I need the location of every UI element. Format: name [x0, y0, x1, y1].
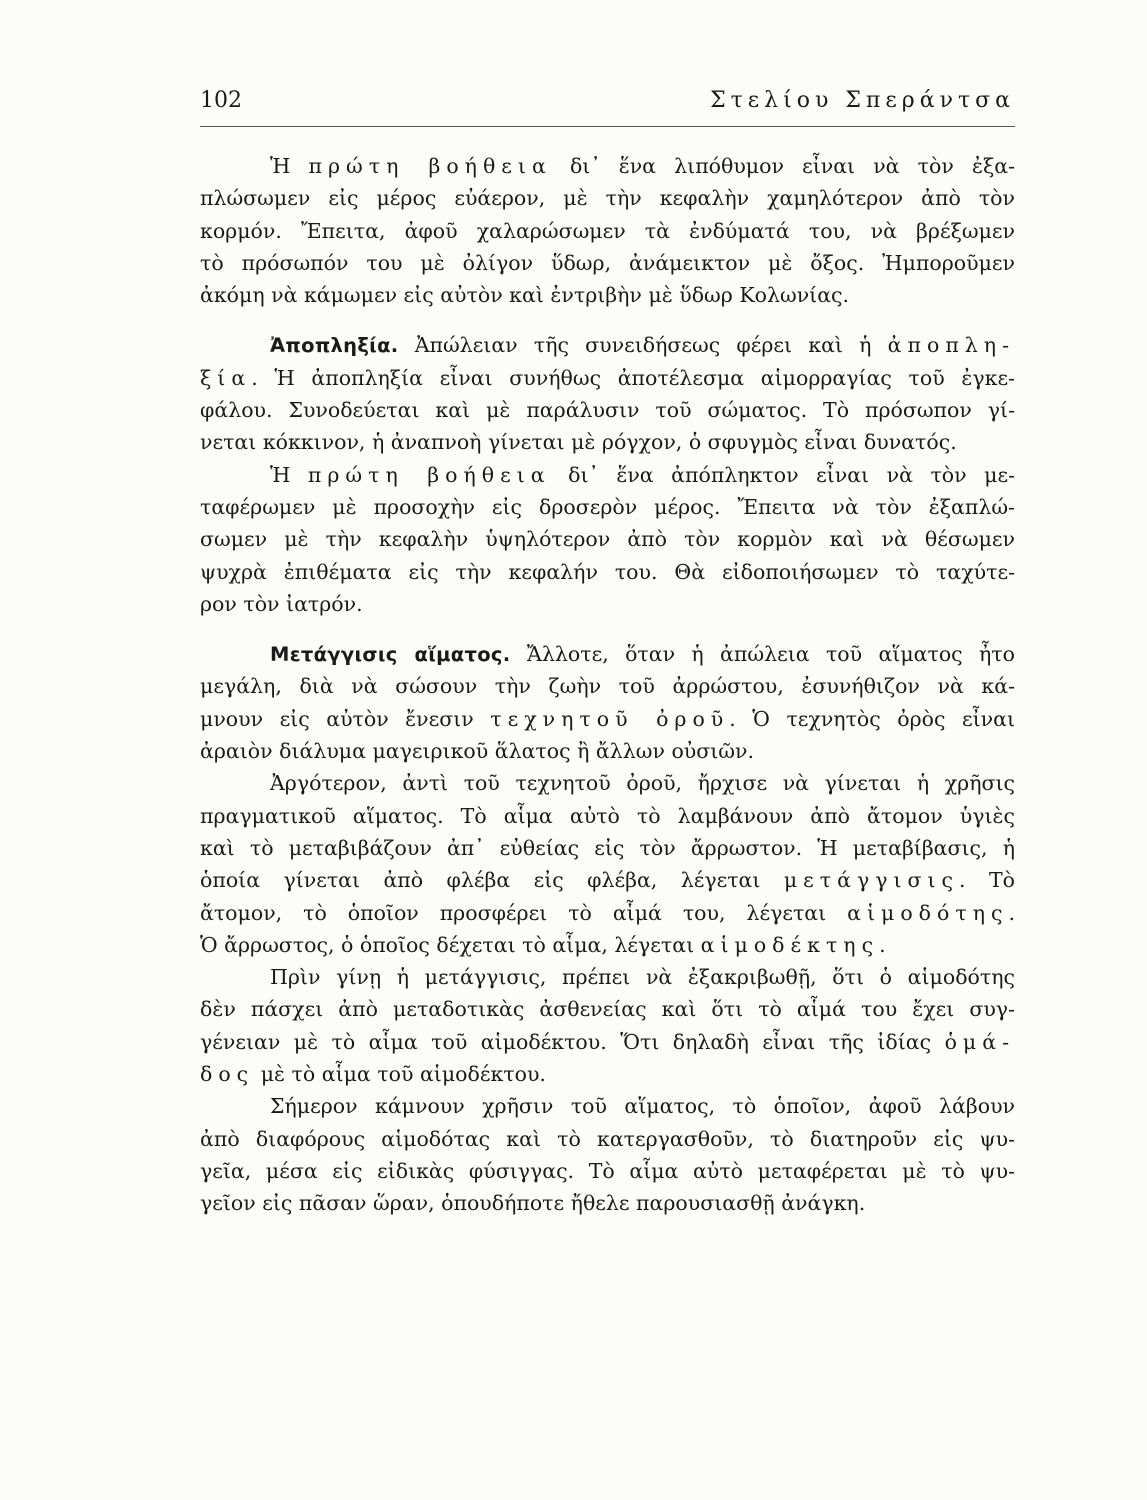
emphasized-term: αἱμοδέκτης: [700, 932, 880, 957]
text-line: Μετάγγισις αἵματος. Ἄλλοτε, ὅταν ἡ ἀπώλεια τοῦ αἵματος ἦτο: [270, 642, 1015, 667]
text-line: Ὁ ἄρρωστος, ὁ ὁποῖος δέχεται τὸ αἷμα, λέγεται αἱμοδέκτης.: [200, 932, 886, 957]
text-line: Ἀργότερον, ἀντὶ τοῦ τεχνητοῦ ὀροῦ, ἤρχισε νὰ γίνεται ἡ χρῆσις: [270, 771, 1015, 796]
text-line: ψυχρὰ ἐπιθέματα εἰς τὴν κεφαλήν του. Θὰ εἰδοποιήσωμεν τὸ ταχύτε-: [200, 559, 1015, 584]
section-heading-apoplexy: Ἀποπληξία.: [270, 334, 399, 358]
text-line: ὁποία γίνεται ἀπὸ φλέβα εἰς φλέβα, λέγεται μετάγγισις. Τὸ: [200, 868, 1015, 893]
text-line: κορμόν. Ἔπειτα, ἀφοῦ χαλαρώσωμεν τὰ ἐνδύματά του, νὰ βρέξωμεν: [200, 218, 1015, 243]
text-line: ἀπὸ διαφόρους αἱμοδότας καὶ τὸ κατεργασθοῦν, τὸ διατηροῦν εἰς ψυ-: [200, 1126, 1015, 1151]
text-line: Σήμερον κάμνουν χρῆσιν τοῦ αἵματος, τὸ ὁποῖον, ἀφοῦ λάβουν: [270, 1094, 1015, 1119]
paragraph-transfusion: [200, 638, 1015, 767]
text-line: ἄτομον, τὸ ὁποῖον προσφέρει τὸ αἷμά του, λέγεται αἱμοδότης.: [200, 900, 1015, 925]
emphasized-term: ξία: [200, 365, 252, 390]
text-line: ξία. Ἡ ἀποπληξία εἶναι συνήθως ἀποτέλεσμα αἱμορραγίας τοῦ ἐγκε-: [200, 365, 1015, 390]
text-line: φάλου. Συνοδεύεται καὶ μὲ παράλυσιν τοῦ σώματος. Τὸ πρόσωπον γί-: [200, 398, 1015, 423]
text-line: δὲν πάσχει ἀπὸ μεταδοτικὰς ἀσθενείας καὶ ὅτι τὸ αἷμά του ἔχει συγ-: [200, 997, 1015, 1022]
text-line: μεγάλη, διὰ νὰ σώσουν τὴν ζωὴν τοῦ ἀρρώστου, ἐσυνήθιζον νὰ κά-: [200, 674, 1015, 699]
text-line: ταφέρωμεν μὲ προσοχὴν εἰς δροσερὸν μέρος. Ἔπειτα νὰ τὸν ἐξαπλώ-: [200, 494, 1015, 519]
text-line: γένειαν μὲ τὸ αἷμα τοῦ αἱμοδέκτου. Ὅτι δηλαδὴ εἶναι τῆς ἰδίας ὁμά-: [200, 1029, 1015, 1054]
paragraph-storage: [200, 1090, 1015, 1219]
text-line: ἀκόμη νὰ κάμωμεν εἰς αὐτὸν καὶ ἐντριβὴν μὲ ὕδωρ Κολωνίας.: [200, 283, 850, 308]
text-line: πλώσωμεν εἰς μέρος εὐάερον, μὲ τὴν κεφαλὴν χαμηλότερον ἀπὸ τὸν: [200, 186, 1015, 211]
running-title: Στελίου Σπεράντσα: [710, 88, 1015, 113]
emphasized-term: πρώτη βοήθεια: [307, 462, 551, 487]
text-line: ρον τὸν ἰατρόν.: [200, 591, 363, 616]
emphasized-term: αἱμοδότης: [847, 900, 1009, 925]
paragraph-fainting-first-aid: [200, 150, 1015, 311]
header-rule: [200, 126, 1015, 127]
page-header: [200, 88, 1015, 122]
text-line: τὸ πρόσωπόν του μὲ ὀλίγον ὕδωρ, ἀνάμεικτον μὲ ὄξος. Ἠμποροῦμεν: [200, 250, 1015, 275]
text-line: καὶ τὸ μεταβιβάζουν ἀπ᾽ εὐθείας εἰς τὸν ἄρρωστον. Ἡ μεταβίβασις, ἡ: [200, 835, 1015, 860]
paragraph-apoplexy: [200, 329, 1015, 458]
paragraph-real-blood: [200, 767, 1015, 961]
text-line: σωμεν μὲ τὴν κεφαλὴν ὑψηλότερον ἀπὸ τὸν κορμὸν καὶ νὰ θέσωμεν: [200, 527, 1015, 552]
emphasized-term: μετάγγισις: [783, 868, 960, 893]
text-line: γεῖα, μέσα εἰς εἰδικὰς φύσιγγας. Τὸ αἷμα αὐτὸ μεταφέρεται μὲ τὸ ψυ-: [200, 1158, 1015, 1183]
text-line: Ἡ πρώτη βοήθεια δι᾽ ἕνα ἀπόπληκτον εἶναι νὰ τὸν με-: [270, 462, 1015, 487]
text-line: γεῖον εἰς πᾶσαν ὥραν, ὁπουδήποτε ἤθελε παρουσιασθῇ ἀνάγκη.: [200, 1191, 866, 1216]
paragraph-apoplexy-first-aid: [200, 459, 1015, 620]
emphasized-term: δος: [200, 1062, 255, 1087]
body-text: [200, 150, 1015, 1220]
emphasized-term: ἀποπλη-: [887, 333, 1015, 358]
emphasized-term: ὁμά-: [944, 1029, 1015, 1054]
text-line: Πρὶν γίνῃ ἡ μετάγγισις, πρέπει νὰ ἐξακριβωθῇ, ὅτι ὁ αἱμοδότης: [270, 965, 1015, 990]
text-line: νεται κόκκινον, ἡ ἀναπνοὴ γίνεται μὲ ρόγχον, ὁ σφυγμὸς εἶναι δυνατός.: [200, 430, 957, 455]
text-line: δος μὲ τὸ αἷμα τοῦ αἱμοδέκτου.: [200, 1062, 546, 1087]
text-line: μνουν εἰς αὐτὸν ἔνεσιν τεχνητοῦ ὀροῦ. Ὁ τεχνητὸς ὀρὸς εἶναι: [200, 706, 1015, 731]
page-number: 102: [200, 88, 242, 113]
emphasized-term: πρώτη βοήθεια: [308, 154, 552, 178]
text-line: Ἡ πρώτη βοήθεια δι᾽ ἕνα λιπόθυμον εἶναι νὰ τὸν ἐξα-: [270, 154, 1015, 178]
text-line: πραγματικοῦ αἵματος. Τὸ αἷμα αὐτὸ τὸ λαμβάνουν ἀπὸ ἄτομον ὑγιὲς: [200, 803, 1015, 828]
paragraph-compatibility: [200, 961, 1015, 1090]
text-line: ἀραιὸν διάλυμα μαγειρικοῦ ἅλατος ἢ ἄλλων οὐσιῶν.: [200, 739, 754, 764]
text-line: Ἀποπληξία. Ἀπώλειαν τῆς συνειδήσεως φέρει καὶ ἡ ἀποπλη-: [270, 333, 1015, 358]
section-heading-transfusion: Μετάγγισις αἵματος.: [270, 643, 511, 667]
emphasized-term: τεχνητοῦ ὀροῦ: [490, 706, 730, 731]
